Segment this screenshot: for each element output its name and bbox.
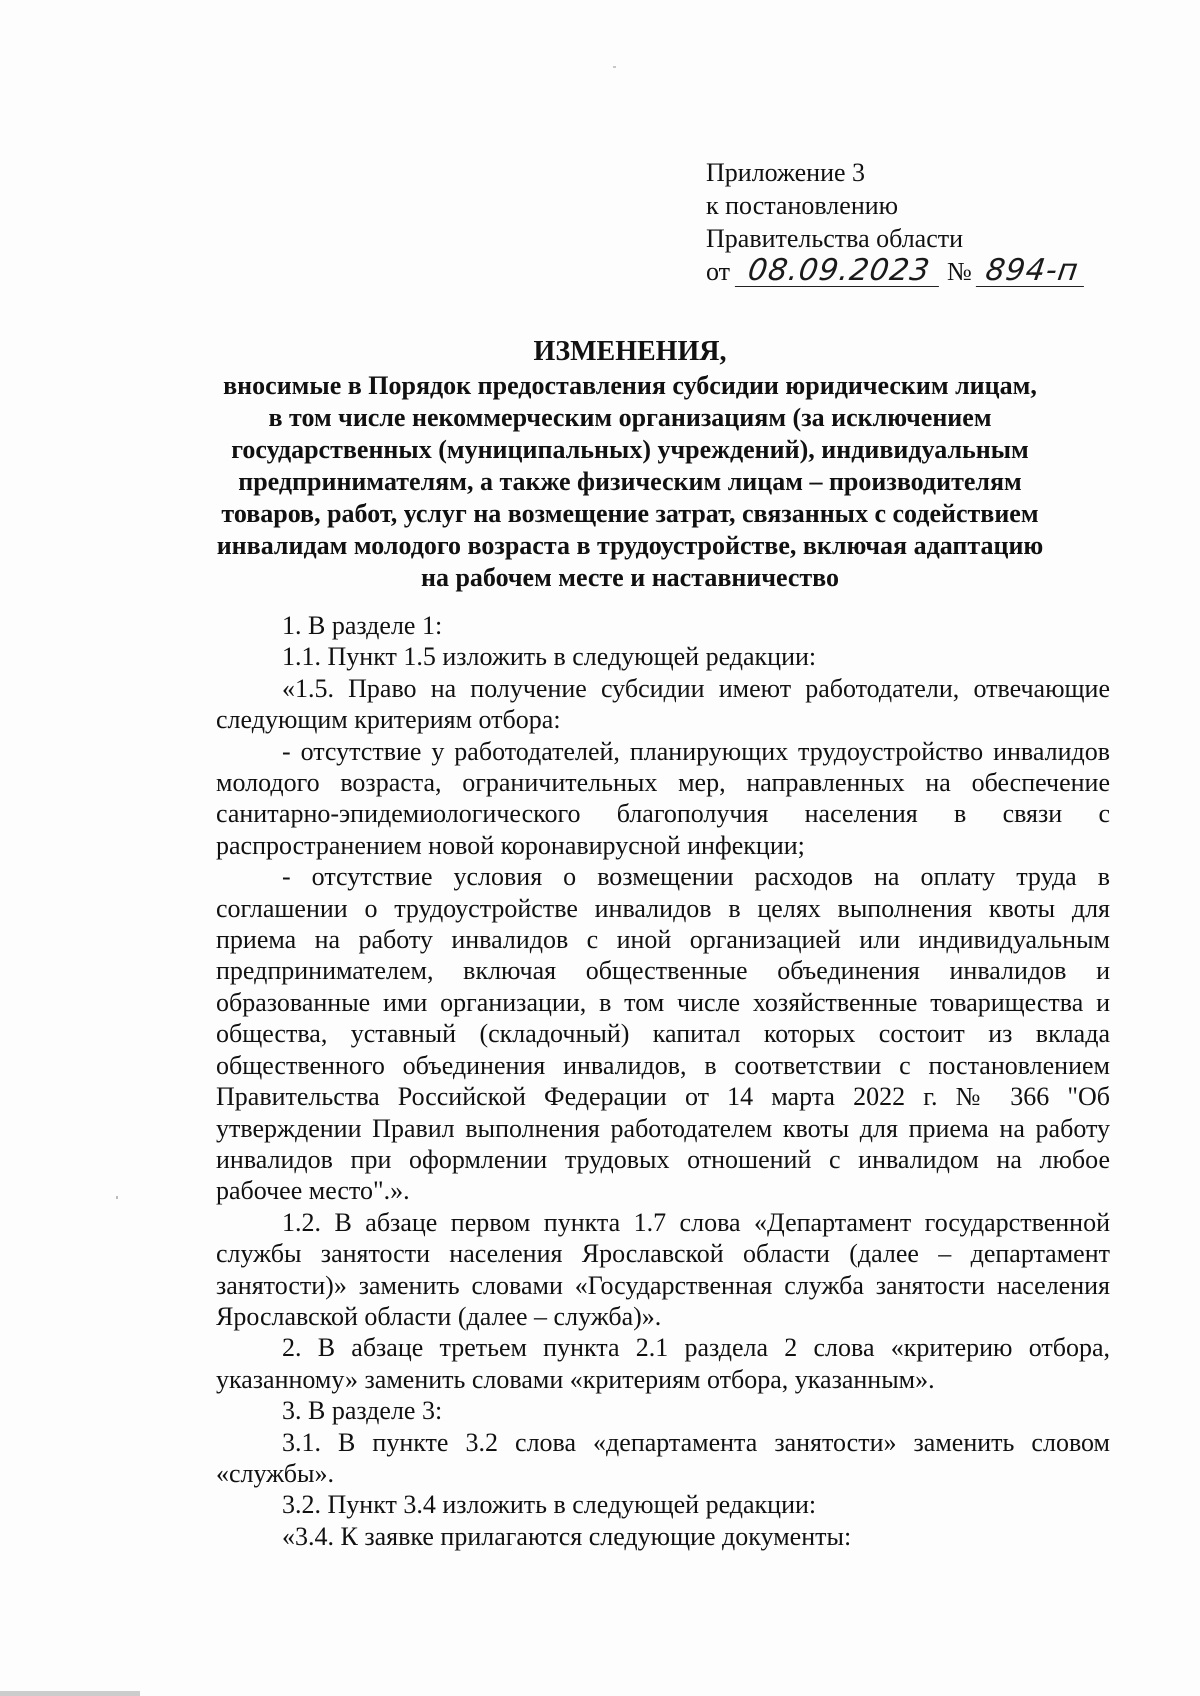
title-line: товаров, работ, услуг на возмещение затрат, связанных с содействием (221, 499, 1039, 528)
paragraph: 1.2. В абзаце первом пункта 1.7 слова «Департамент государственной службы занятости населения Ярославской области (далее – департамент занятости)» заменить словами «Государственная служба занятости населения Ярославской области (далее – служба)». (216, 1207, 1110, 1331)
appendix-date-line (706, 255, 1086, 288)
paragraph: 2. В абзаце третьем пункта 2.1 раздела 2 слова «критерию отбора, указанному» заменить словами «критериям отбора, указанным». (216, 1333, 1110, 1394)
handwritten-date: 08.09.2023 (734, 256, 942, 287)
paragraph: «3.4. К заявке прилагаются следующие документы: (282, 1521, 852, 1551)
title-line: вносимые в Порядок предоставления субсидии юридическим лицам, (223, 371, 1037, 400)
scan-speck (116, 1196, 118, 1199)
appendix-block (706, 156, 1086, 288)
title-line: на рабочем месте и наставничество (420, 563, 840, 592)
scan-speck (613, 66, 616, 68)
number-label: № (947, 257, 972, 286)
title-line: предпринимателям, а также физическим лицам – производителям (238, 467, 1022, 496)
paragraph: 1.1. Пункт 1.5 изложить в следующей редакции: (282, 642, 817, 672)
appendix-line-2: к постановлению (706, 191, 899, 220)
title-line: в том числе некоммерческим организациям (за исключением (268, 403, 992, 432)
paragraph: 1. В разделе 1: (282, 611, 443, 640)
title-heading: ИЗМЕНЕНИЯ, (533, 336, 727, 367)
title-line: государственных (муниципальных) учреждений), индивидуальным (231, 435, 1029, 464)
document-title (200, 336, 1060, 594)
document-body (216, 610, 1110, 1552)
paragraph: 3.1. В пункте 3.2 слова «департамента занятости» заменить словом «службы». (216, 1427, 1110, 1488)
appendix-line-3: Правительства области (706, 224, 964, 253)
paragraph: 3.2. Пункт 3.4 изложить в следующей редакции: (282, 1490, 817, 1520)
title-line: инвалидам молодого возраста в трудоустройстве, включая адаптацию (216, 531, 1044, 560)
paragraph: 3. В разделе 3: (282, 1396, 443, 1426)
handwritten-number: 894-п (976, 256, 1088, 287)
paragraph: «1.5. Право на получение субсидии имеют работодатели, отвечающие следующим критериям отбора: (216, 673, 1110, 735)
scan-edge (0, 1691, 1200, 1696)
paragraph: - отсутствие условия о возмещении расходов на оплату труда в соглашении о трудоустройстве инвалидов в целях выполнения квоты для приема на работу инвалидов с иной организацией или индивидуальным предпринимателем, включая общественные объединения инвалидов и образованные ими организации, в том числе хозяйственные товарищества и общества, уставный (складочный) капитал которых состоит из вклада общественного объединения инвалидов, в соответствии с постановлением Правительства Российской Федерации от 14 марта 2022 г. № 366 "Об утверждении Правил выполнения работодателем квоты для приема на работу инвалидов при оформлении трудовых отношений с инвалидом на любое рабочее место".». (216, 862, 1110, 1206)
from-label: от (706, 257, 731, 286)
appendix-line-1: Приложение 3 (706, 158, 866, 187)
paragraph: - отсутствие у работодателей, планирующих трудоустройство инвалидов молодого возраста, ограничительных мер, направленных на обеспечение санитарно-эпидемиологического благополучия населения в связи с распространением новой коронавирусной инфекции; (216, 736, 1110, 860)
